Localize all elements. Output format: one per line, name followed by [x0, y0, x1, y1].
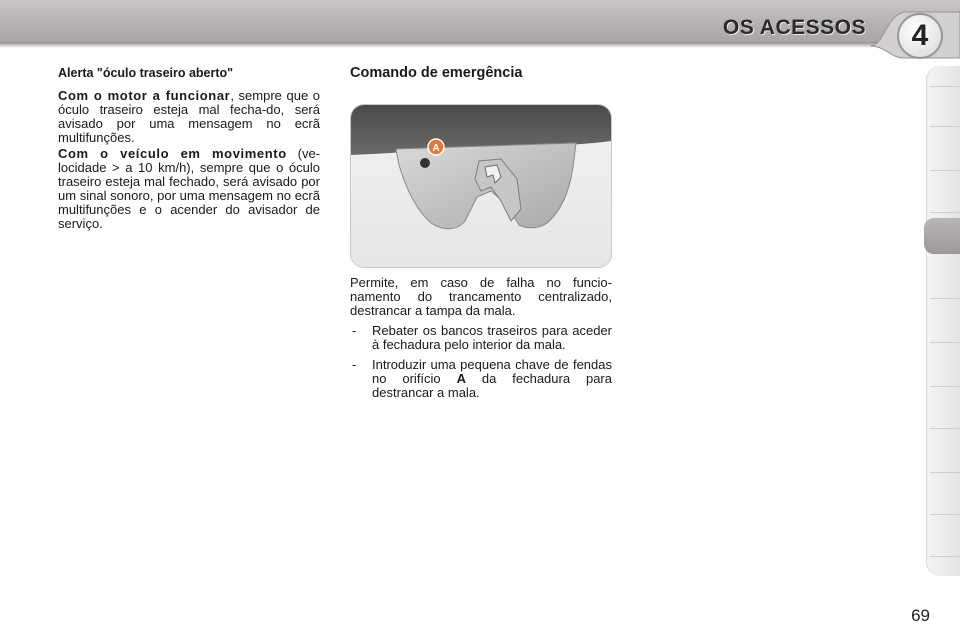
engine-running-lead: Com o motor a funcionar: [58, 88, 231, 103]
step-marker-a: A: [456, 371, 466, 386]
thumb-index-divider: [930, 386, 960, 387]
vehicle-moving-text: (ve-locidade > a 10 km/h), sempre que o óculo traseiro esteja mal fechado, será avisado por um sinal sonoro, por uma mensagem no ecrã multifunções e o acender do avisador de serviço.: [58, 146, 321, 231]
thumb-index-divider: [930, 342, 960, 343]
vehicle-moving-paragraph: [58, 147, 320, 231]
emergency-steps: [350, 324, 612, 400]
emergency-control-heading: Comando de emergência: [350, 65, 523, 81]
list-item: [350, 358, 612, 400]
thumb-index: [926, 66, 960, 576]
thumb-index-divider: [930, 472, 960, 473]
engine-running-text: , sempre que o óculo traseiro esteja mal fecha-do, será avisado por uma mensagem no ecrã multifunções.: [58, 88, 321, 145]
header-divider: [0, 42, 960, 48]
step-text: da fechadura para destrancar a mala.: [372, 371, 612, 400]
emergency-intro: Permite, em caso de falha no funcio-namento do trancamento centralizado, destrancar a tampa da mala.: [350, 275, 612, 318]
chapter-title: OS ACESSOS: [722, 16, 866, 39]
thumb-index-divider: [930, 86, 960, 87]
boot-lock-illustration: [350, 104, 612, 268]
emergency-control-body: [350, 276, 612, 406]
step-text: Introduzir uma pequena chave de fendas no orifício: [372, 357, 612, 386]
figure-marker-a: A: [432, 143, 440, 154]
vehicle-moving-lead: Com o veículo em movimento: [58, 146, 287, 161]
left-column: [58, 66, 320, 233]
thumb-index-divider: [930, 514, 960, 515]
thumb-index-divider: [930, 212, 960, 213]
thumb-index-divider: [930, 170, 960, 171]
page-number: 69: [911, 606, 930, 625]
thumb-index-divider: [930, 556, 960, 557]
thumb-index-divider: [930, 428, 960, 429]
chapter-number-badge: 4: [897, 13, 943, 59]
thumb-index-divider: [930, 126, 960, 127]
right-column: [350, 66, 612, 80]
thumb-index-active-tab[interactable]: [924, 218, 960, 254]
engine-running-paragraph: [58, 89, 320, 145]
thumb-index-divider: [930, 298, 960, 299]
rear-window-alert-heading: Alerta "óculo traseiro aberto": [58, 66, 234, 80]
list-item: - Rebater os bancos traseiros para aceder à fechadura pelo interior da mala.: [350, 324, 612, 352]
